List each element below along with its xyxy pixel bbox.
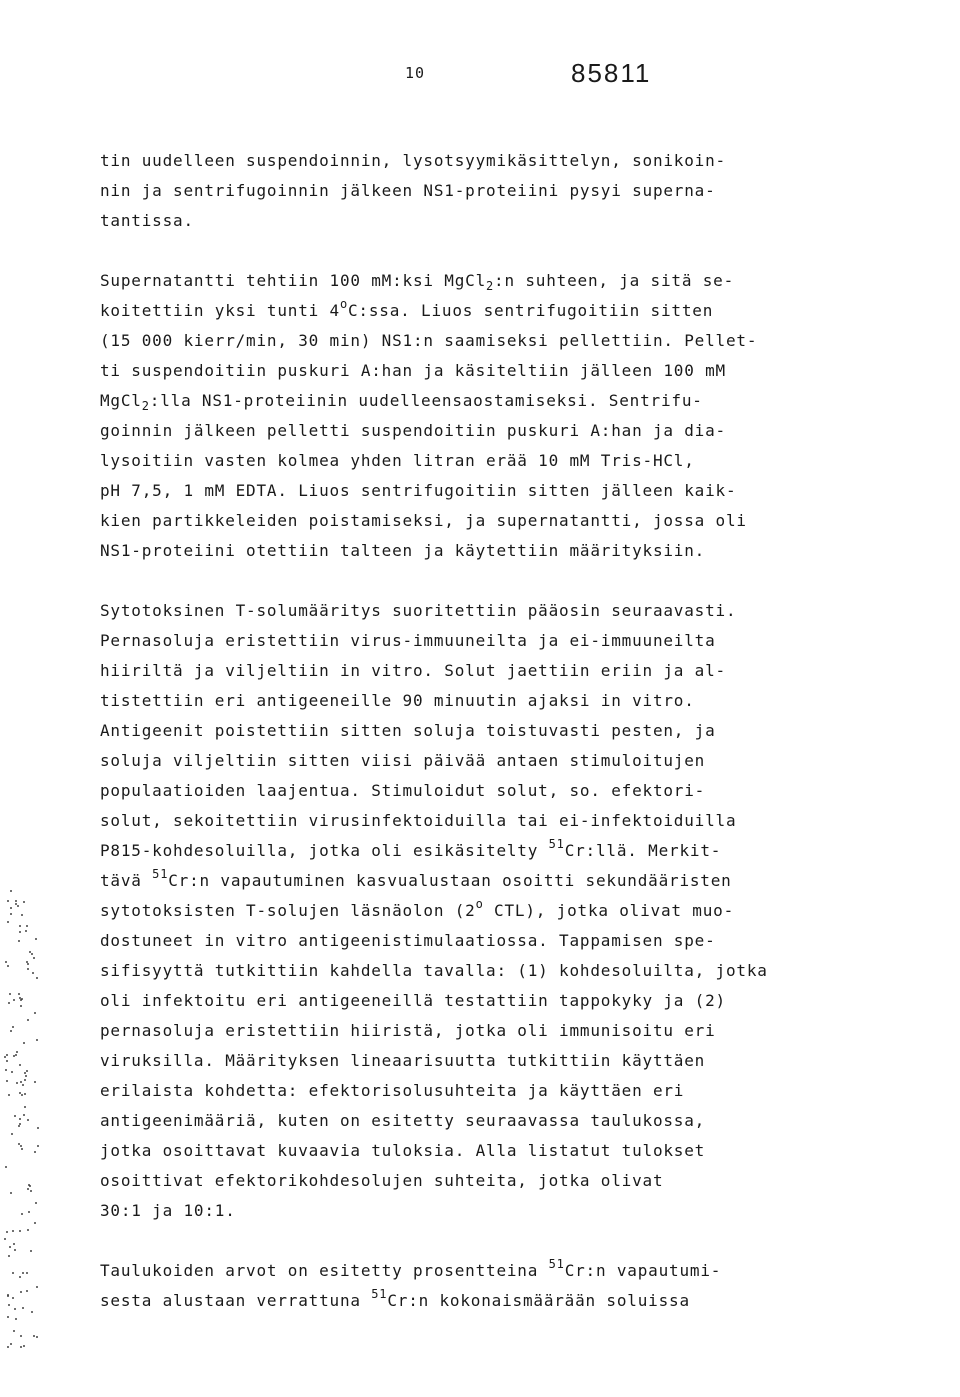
- speck: [14, 1249, 16, 1251]
- speck: [31, 1311, 33, 1313]
- page-number: 10: [405, 64, 426, 82]
- text-line: osoittivat efektorikohdesolujen suhteita, jotka olivat: [100, 1171, 664, 1190]
- speck: [26, 1290, 28, 1292]
- paragraph-2: [100, 266, 840, 566]
- body-text: [100, 146, 840, 1316]
- text-line: kien partikkeleiden poistamiseksi, ja supernatantti, jossa oli: [100, 511, 747, 530]
- text-line: sesta alustaan verrattuna $^{51}$Cr:n kokonaismäärään soluissa: [100, 1287, 690, 1310]
- speck: [33, 1335, 35, 1337]
- speck: [15, 1318, 17, 1320]
- speck: [6, 1231, 8, 1233]
- speck: [6, 1054, 8, 1056]
- speck: [27, 1229, 29, 1231]
- text-line: tävä $^{51}$Cr:n vapautuminen kasvualustaan osoitti sekundääristen: [100, 867, 732, 890]
- speck: [17, 905, 19, 907]
- speck: [24, 1072, 26, 1074]
- speck: [21, 1213, 23, 1215]
- text-line: lysoitiin vasten kolmea yhden litran erää 10 mM Tris-HCl,: [100, 451, 695, 470]
- speck: [15, 1054, 17, 1056]
- speck: [35, 1202, 37, 1204]
- speck: [13, 999, 15, 1001]
- text-line: viruksilla. Määrityksen lineaarisuutta tutkittiin käyttäen: [100, 1051, 706, 1070]
- text-line: soluja viljeltiin sitten viisi päivää antaen stimuloitujen: [100, 751, 706, 770]
- speck: [20, 1081, 22, 1083]
- text-line: hiiriltä ja viljeltiin in vitro. Solut jaettiin eriin ja al-: [100, 661, 726, 680]
- text-line: sifisyyttä tutkittiin kahdella tavalla: (1) kohdesoluilta, jotka: [100, 961, 768, 980]
- text-line: goinnin jälkeen pelletti suspendoitiin puskuri A:han ja dia-: [100, 421, 726, 440]
- text-line: tistettiin eri antigeeneille 90 minuutin ajaksi in vitro.: [100, 691, 695, 710]
- speck: [7, 900, 9, 902]
- text-line: ti suspendoitiin puskuri A:han ja käsiteltiin jälleen 100 mM: [100, 361, 726, 380]
- text-line: MgCl$_2$:lla NS1-proteiinin uudelleensaostamiseksi. Sentrifu-: [100, 391, 703, 413]
- text-line: jotka osoittavat kuvaavia tuloksia. Alla listatut tulokset: [100, 1141, 706, 1160]
- text-line: Sytotoksinen T-solumääritys suoritettiin pääosin seuraavasti.: [100, 601, 737, 620]
- text-line: tantissa.: [100, 211, 194, 230]
- text-line: sytotoksisten T-solujen läsnäolon (2$^o$ CTL), jotka olivat muo-: [100, 897, 735, 920]
- speck: [8, 1304, 10, 1306]
- speck: [18, 993, 20, 995]
- speck: [20, 999, 22, 1001]
- speck: [35, 938, 37, 940]
- speck: [10, 1343, 12, 1345]
- speck: [15, 900, 17, 902]
- speck: [23, 1114, 25, 1116]
- speck: [13, 1055, 15, 1057]
- speck: [10, 890, 12, 892]
- speck: [12, 1297, 14, 1299]
- speck: [7, 921, 9, 923]
- speck: [27, 1119, 29, 1121]
- speck: [23, 1042, 25, 1044]
- speck: [6, 1080, 8, 1082]
- speck: [19, 1276, 21, 1278]
- speck: [25, 1075, 27, 1077]
- speck: [21, 914, 23, 916]
- speck: [32, 972, 34, 974]
- speck: [4, 1238, 6, 1240]
- speck: [36, 1286, 38, 1288]
- speck: [28, 1211, 30, 1213]
- text-line: nin ja sentrifugoinnin jälkeen NS1-proteiini pysyi superna-: [100, 181, 716, 200]
- text-line: NS1-proteiini otettiin talteen ja käytettiin määrityksiin.: [100, 541, 706, 560]
- text-line: populaatioiden laajentua. Stimuloidut solut, so. efektori-: [100, 781, 706, 800]
- speck: [23, 901, 25, 903]
- speck: [34, 1081, 36, 1083]
- speck: [18, 940, 20, 942]
- speck: [26, 925, 28, 927]
- speck: [19, 925, 21, 927]
- speck: [10, 1192, 12, 1194]
- speck: [13, 1330, 15, 1332]
- speck: [20, 1005, 22, 1007]
- speck: [10, 1030, 12, 1032]
- speck: [26, 1272, 28, 1274]
- speck: [31, 953, 33, 955]
- text-line: koitettiin yksi tunti 4$^o$C:ssa. Liuos sentrifugoitiin sitten: [100, 297, 714, 320]
- speck: [37, 1127, 39, 1129]
- speck: [11, 1071, 13, 1073]
- speck: [27, 968, 29, 970]
- paragraph-1: [100, 146, 840, 236]
- text-line: 30:1 ja 10:1.: [100, 1201, 236, 1220]
- speck: [27, 963, 29, 965]
- speck: [5, 1069, 7, 1071]
- speck: [22, 1307, 24, 1309]
- speck: [24, 1093, 26, 1095]
- speck: [36, 1336, 38, 1338]
- speck: [34, 1222, 36, 1224]
- text-line: Taulukoiden arvot on esitetty prosentteina $^{51}$Cr:n vapautumi-: [100, 1257, 722, 1280]
- scan-speckles: [0, 890, 60, 1360]
- text-line: solut, sekoitettiin virusinfektoiduilla tai ei-infektoiduilla: [100, 811, 737, 830]
- text-line: dostuneet in vitro antigeenistimulaatiossa. Tappamisen spe-: [100, 931, 716, 950]
- speck: [10, 913, 12, 915]
- paragraph-4: [100, 1256, 840, 1316]
- speck: [7, 1295, 9, 1297]
- text-line: (15 000 kierr/min, 30 min) NS1:n saamiseksi pellettiin. Pellet-: [100, 331, 758, 350]
- speck: [20, 1145, 22, 1147]
- speck: [7, 965, 9, 967]
- text-line: P815-kohdesoluilla, jotka oli esikäsitelty $^{51}$Cr:llä. Merkit-: [100, 837, 722, 860]
- speck: [12, 1230, 14, 1232]
- speck: [5, 1166, 7, 1168]
- speck: [27, 1019, 29, 1021]
- speck: [12, 1026, 14, 1028]
- speck: [21, 1148, 23, 1150]
- speck: [24, 1106, 26, 1108]
- speck: [22, 1272, 24, 1274]
- speck: [25, 930, 27, 932]
- speck: [33, 957, 35, 959]
- text-line: Antigeenit poistettiin sitten soluja toistuvasti pesten, ja: [100, 721, 716, 740]
- speck: [19, 1230, 21, 1232]
- speck: [20, 1346, 22, 1348]
- speck: [8, 1255, 10, 1257]
- speck: [24, 1079, 26, 1081]
- speck: [7, 1316, 9, 1318]
- text-line: oli infektoitu eri antigeeneillä testattiin tappokyky ja (2): [100, 991, 726, 1010]
- speck: [4, 1056, 6, 1058]
- speck: [27, 1188, 29, 1190]
- speck: [36, 977, 38, 979]
- speck: [34, 1012, 36, 1014]
- speck: [13, 1243, 15, 1245]
- speck: [16, 1082, 18, 1084]
- speck: [6, 1060, 8, 1062]
- speck: [30, 1190, 32, 1192]
- speck: [11, 1133, 13, 1135]
- speck: [20, 1335, 22, 1337]
- document-number: 85811: [571, 58, 652, 88]
- speck: [8, 1094, 10, 1096]
- text-line: Pernasoluja eristettiin virus-immuuneilta ja ei-immuuneilta: [100, 631, 716, 650]
- speck: [5, 961, 7, 963]
- speck: [8, 1002, 10, 1004]
- speck: [37, 1145, 39, 1147]
- text-line: Supernatantti tehtiin 100 mM:ksi MgCl$_2$:n suhteen, ja sitä se-: [100, 271, 735, 293]
- speck: [19, 1118, 21, 1120]
- page-header: [0, 58, 960, 98]
- text-line: pernasoluja eristettiin hiiristä, jotka oli immunisoitu eri: [100, 1021, 716, 1040]
- speck: [14, 1308, 16, 1310]
- speck: [19, 1064, 21, 1066]
- speck: [36, 1039, 38, 1041]
- speck: [34, 1151, 36, 1153]
- speck: [20, 1291, 22, 1293]
- speck: [30, 1250, 32, 1252]
- speck: [23, 1345, 25, 1347]
- text-line: erilaista kohdetta: efektorisolusuhteita ja käyttäen eri: [100, 1081, 685, 1100]
- speck: [10, 907, 12, 909]
- speck: [9, 1246, 11, 1248]
- text-line: pH 7,5, 1 mM EDTA. Liuos sentrifugoitiin sitten jälleen kaik-: [100, 481, 737, 500]
- speck: [18, 1125, 20, 1127]
- speck: [21, 1094, 23, 1096]
- speck: [26, 1070, 28, 1072]
- speck: [19, 931, 21, 933]
- text-line: tin uudelleen suspendoinnin, lysotsyymikäsittelyn, sonikoin-: [100, 151, 726, 170]
- speck: [16, 1051, 18, 1053]
- speck: [9, 993, 11, 995]
- text-line: antigeenimääriä, kuten on esitetty seuraavassa taulukossa,: [100, 1111, 706, 1130]
- speck: [22, 1084, 24, 1086]
- paragraph-3: [100, 596, 840, 1226]
- speck: [7, 1346, 9, 1348]
- speck: [12, 1272, 14, 1274]
- speck: [14, 1115, 16, 1117]
